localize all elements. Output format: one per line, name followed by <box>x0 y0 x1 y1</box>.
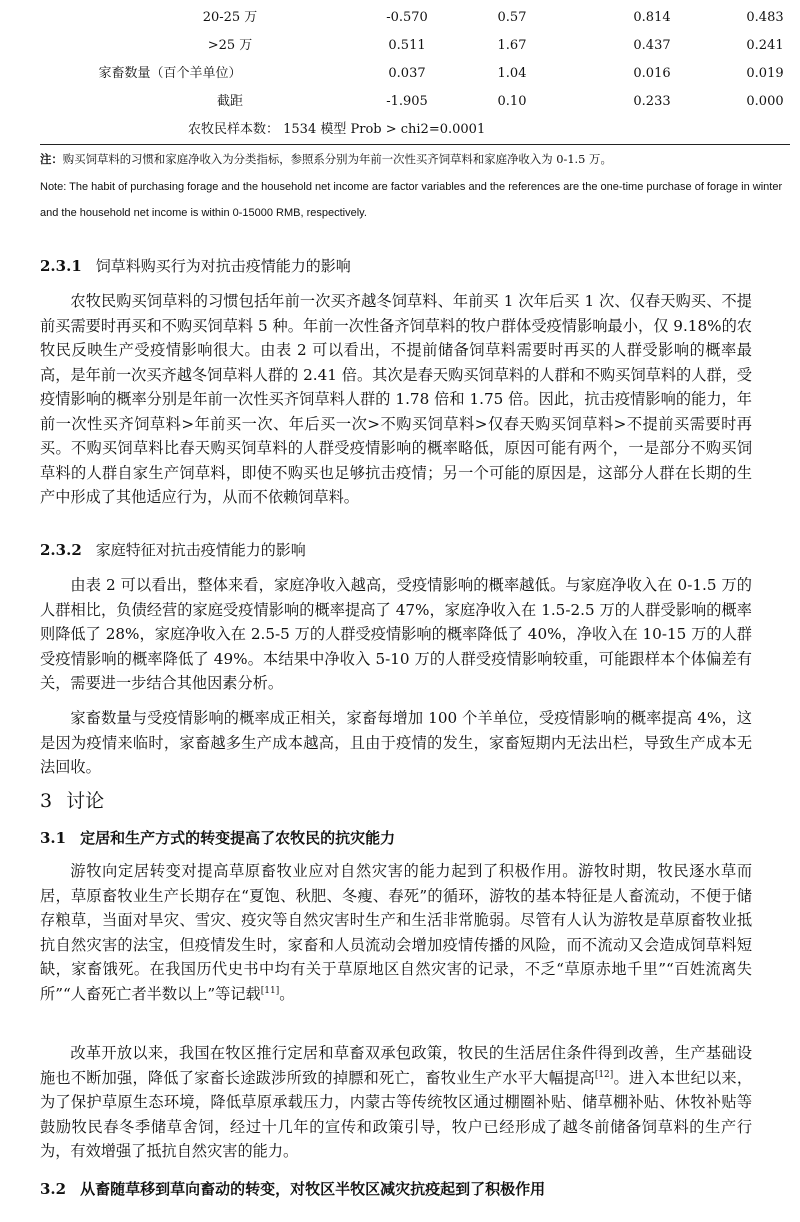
se-cell: 0.10 <box>497 94 527 109</box>
note-text-zh: 购买饲草料的习惯和家庭净收入为分类指标，参照系分别为年前一次性买齐饲草料和家庭净收入为 0-1.5 万。 <box>62 152 612 166</box>
section-title: 家庭特征对抗击疫情能力的影响 <box>95 541 306 559</box>
se-cell: 0.57 <box>497 10 527 25</box>
section-heading-3 <box>40 787 104 815</box>
row-label: 20-25 万 <box>202 10 258 25</box>
section-heading-3-1 <box>40 826 395 850</box>
paragraph <box>40 1041 752 1164</box>
section-title: 讨论 <box>66 790 105 812</box>
table-note-en: Note: The habit of purchasing forage and the household net income are factor variables and the references are the one-time purchase of forage in winter and the household net income is within 0-15000 RMB, respectively. <box>40 181 783 219</box>
section-number: 2.3.1 <box>40 257 82 275</box>
or-cell: 0.483 <box>746 10 784 25</box>
section-number: 3.1 <box>40 829 67 847</box>
table-row <box>40 64 790 84</box>
se-cell: 1.04 <box>497 66 527 81</box>
section-number: 3 <box>40 790 53 812</box>
section-title: 定居和生产方式的转变提高了农牧民的抗灾能力 <box>80 829 396 847</box>
se-cell: 1.67 <box>497 38 527 53</box>
p-cell: 0.437 <box>633 38 671 53</box>
section-title: 从畜随草移到草向畜动的转变，对牧区半牧区减灾抗疫起到了积极作用 <box>80 1180 546 1198</box>
paragraph-text: 。 <box>279 984 295 1003</box>
row-label: 家畜数量（百个羊单位） <box>98 66 242 81</box>
row-label: >25 万 <box>207 38 253 53</box>
table-footer: 农牧民样本数： 1534 模型 Prob > chi2=0.0001 <box>188 122 486 137</box>
or-cell: 0.019 <box>746 66 784 81</box>
paragraph: 家畜数量与受疫情影响的概率成正相关，家畜每增加 100 个羊单位，受疫情影响的概率提高 4%，这是因为疫情来临时，家畜越多生产成本越高，且由于疫情的发生，家畜短期内无法出栏，导致生产成本无法回收。 <box>40 709 752 776</box>
section-title: 饲草料购买行为对抗击疫情能力的影响 <box>95 257 351 275</box>
paragraph-text: 改革开放以来，我国在牧区推行定居和草畜双承包政策，牧民的生活居住条件得到改善，生产基础设施也不断加强，降低了家畜长途跋涉所致的掉膘和死亡，畜牧业生产水平大幅提高 <box>40 1044 752 1087</box>
section-heading-2-3-1 <box>40 254 351 278</box>
table-note-zh <box>40 146 790 172</box>
p-cell: 0.016 <box>633 66 671 81</box>
note-label: 注： <box>40 152 63 166</box>
coef-cell: 0.037 <box>388 66 426 81</box>
table-row <box>40 36 790 56</box>
citation-ref: [11] <box>260 985 280 996</box>
row-label: 截距 <box>216 94 243 109</box>
or-cell: 0.241 <box>746 38 784 53</box>
paragraph: 由表 2 可以看出，整体来看，家庭净收入越高，受疫情影响的概率越低。与家庭净收入在 0-1.5 万的人群相比，负债经营的家庭受疫情影响的概率提高了 47%，家庭净收入在 1.5-2.5 万的人群受影响的概率则降低了 28%，家庭净收入在 2.5-5 万的人群受疫情影响的概率降低了 40%，净收入在 10-15 万的人群受疫情影响的概率降低了 49%。本结果中净收入 5-10 万的人群受疫情影响较重，可能跟样本个体偏差有关，需要进一步结合其他因素分析。 <box>40 576 752 692</box>
section-number: 2.3.2 <box>40 541 82 559</box>
coef-cell: -0.570 <box>386 10 428 25</box>
coef-cell: -1.905 <box>386 94 428 109</box>
paragraph-text: 。进入本世纪以来，为了保护草原生态环境，降低草原承载压力，内蒙古等传统牧区通过棚圈补贴、储草棚补贴、休牧补贴等鼓励牧民春冬季储草舍饲，经过十几年的宣传和政策引导，牧户已经形成了越冬前储备饲草料的生产行为，有效增强了抵抗自然灾害的能力。 <box>40 1068 753 1160</box>
regression-table <box>40 0 790 146</box>
p-cell: 0.233 <box>633 94 671 109</box>
p-cell: 0.814 <box>633 10 671 25</box>
table-bottom-rule <box>40 144 790 145</box>
paragraph: 农牧民购买饲草料的习惯包括年前一次买齐越冬饲草料、年前买 1 次年后买 1 次、仅春天购买、不提前买需要时再买和不购买饲草料 5 种。年前一次性备齐饲草料的牧户群体受疫情影响最小，仅 9.18%的农牧民反映生产受疫情影响很大。由表 2 可以看出，不提前储备饲草料需要时再买的人群受影响的概率最高，是年前一次买齐越冬饲草料人群的 2.41 倍。其次是春天购买饲草料的人群和不购买饲草料的人群，受疫情影响的概率分别是年前一次性买齐饲草料人群的 1.78 倍和 1.75 倍。因此，抗击疫情影响的能力，年前一次性买齐饲草料>年前买一次、年后买一次>不购买饲草料>仅春天购买饲草料>不提前买需要时再买。不购买饲草料比春天购买饲草料的人群受疫情影响的概率略低，原因可能有两个，一是部分不购买饲草料的人群自家生产饲草料，即使不购买也足够抗击疫情；另一个可能的原因是，这部分人群在长期的生产中形成了其他适应行为，从而不依赖饲草料。 <box>40 292 752 506</box>
citation-ref: [12] <box>594 1069 614 1080</box>
coef-cell: 0.511 <box>388 38 426 53</box>
section-heading-2-3-2 <box>40 538 306 562</box>
paragraph-text: 游牧向定居转变对提高草原畜牧业应对自然灾害的能力起到了积极作用。游牧时期，牧民逐水草而居，草原畜牧业生产长期存在“夏饱、秋肥、冬瘦、春死”的循环，游牧的基本特征是人畜流动，不便于储存粮草，当面对旱灾、雪灾、疫灾等自然灾害时生产和生活非常脆弱。尽管有人认为游牧是草原畜牧业抵抗自然灾害的法宝，但疫情发生时，家畜和人员流动会增加疫情传播的风险，而不流动又会造成饲草料短缺，家畜饿死。在我国历代史书中均有关于草原地区自然灾害的记录，不乏“草原赤地千里”“百姓流离失所”“人畜死亡者半数以上”等记载 <box>40 862 752 1003</box>
section-number: 3.2 <box>40 1180 67 1198</box>
table-row <box>40 92 790 112</box>
paragraph <box>40 859 752 1006</box>
table-row <box>40 8 790 28</box>
or-cell: 0.000 <box>746 94 784 109</box>
section-heading-3-2 <box>40 1177 545 1201</box>
